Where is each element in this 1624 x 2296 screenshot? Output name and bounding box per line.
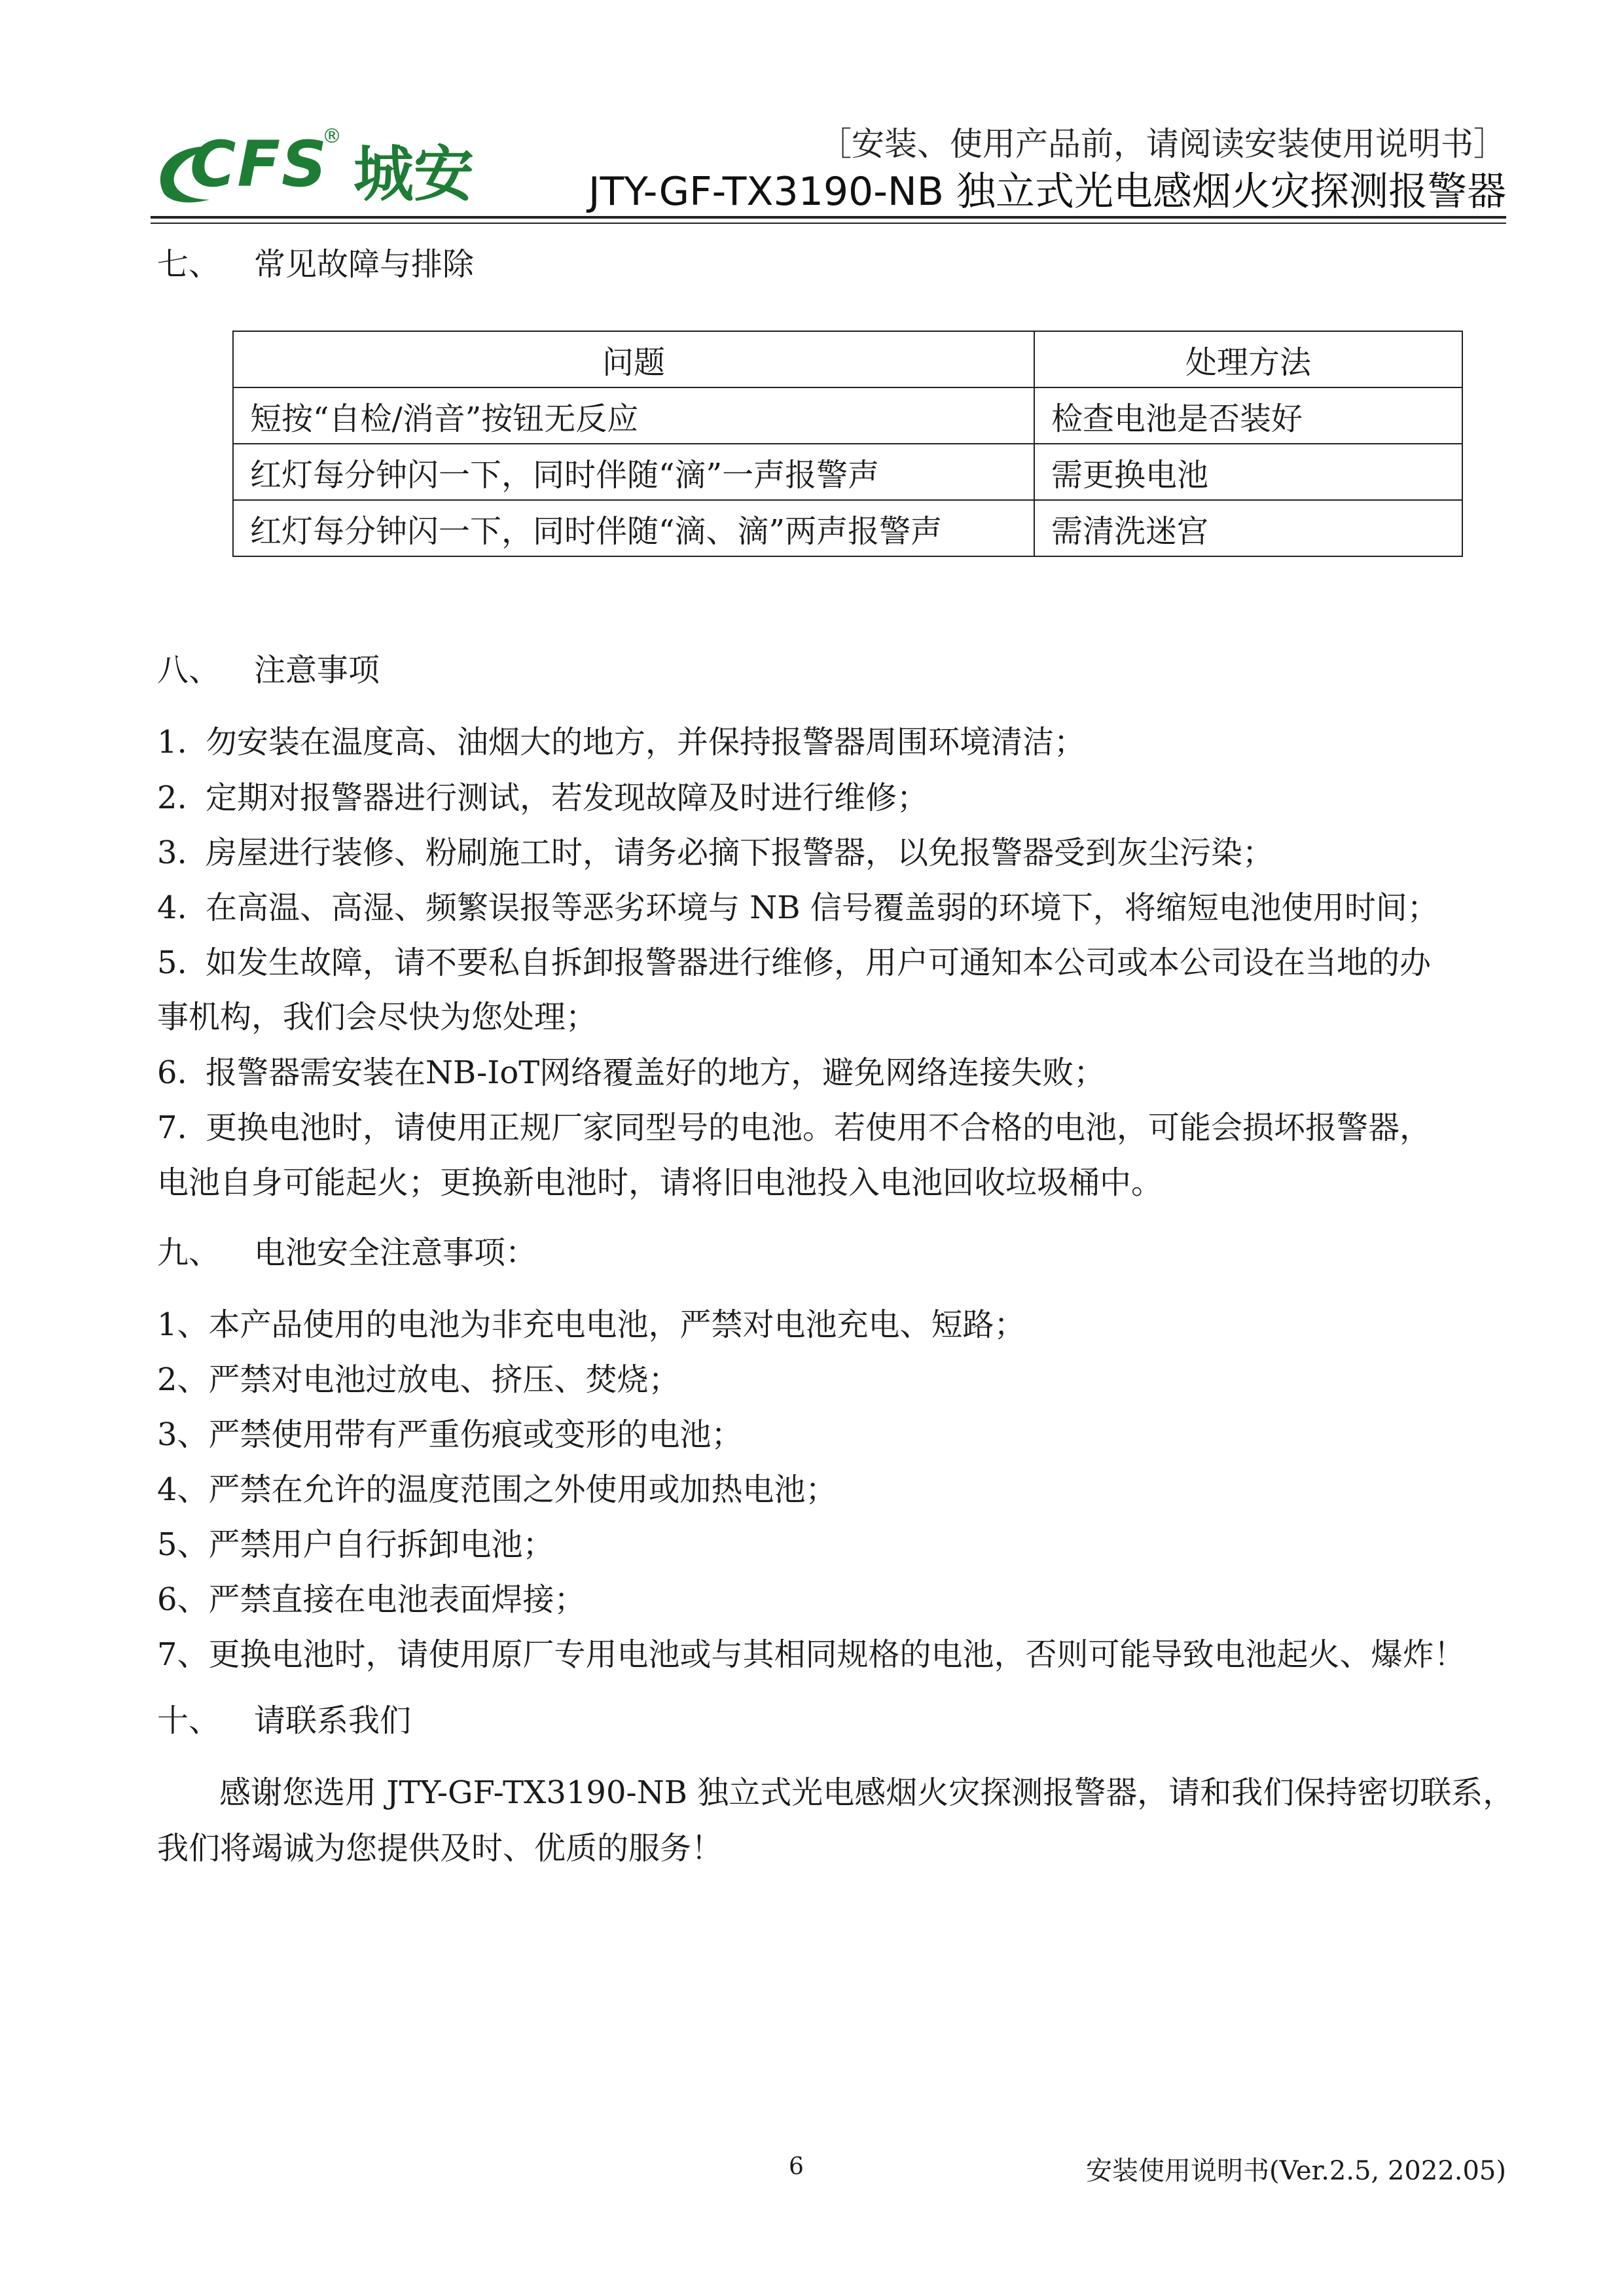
list-item: 2、严禁对电池过放电、挤压、焚烧； [157, 1361, 680, 1398]
section-10-heading [157, 1695, 411, 1740]
section-title: 电池安全注意事项： [254, 1234, 537, 1271]
list-item [157, 1047, 1105, 1092]
list-item [157, 717, 1085, 762]
logo-registered-mark: ® [322, 125, 342, 148]
table-cell: 短按“自检/消音”按钮无反应 [233, 387, 1034, 444]
document-version: 安装使用说明书(Ver.2.5, 2022.05) [1086, 2156, 1506, 2186]
list-item: 5、严禁用户自行拆卸电池； [157, 1526, 554, 1563]
list-item-text: 如发生故障，请不要私自拆卸报警器进行维修，用户可通知本公司或本公司设在当地的办 [206, 944, 1432, 981]
logo-brand-text: CFS [190, 128, 329, 201]
contact-paragraph-line: 我们将竭诚为您提供及时、优质的服务！ [157, 1830, 723, 1867]
list-item-number: 2. [157, 780, 187, 816]
table-row [233, 500, 1462, 556]
section-9-heading [157, 1227, 537, 1272]
section-number: 八、 [157, 652, 221, 689]
list-item: 1、本产品使用的电池为非充电电池，严禁对电池充电、短路； [157, 1306, 1026, 1343]
logo-chinese-text: 城安 [353, 139, 475, 209]
table-row [233, 444, 1462, 500]
list-item-text: 房屋进行装修、粉刷施工时，请务必摘下报警器，以免报警器受到灰尘污染； [206, 834, 1274, 871]
table-cell: 检查电池是否装好 [1034, 387, 1462, 444]
list-item-continuation: 事机构，我们会尽快为您处理； [157, 999, 598, 1035]
list-item-continuation: 电池自身可能起火；更换新电池时，请将旧电池投入电池回收垃圾桶中。 [157, 1164, 1163, 1201]
list-item-text: 定期对报警器进行测试，若发现故障及时进行维修； [206, 780, 929, 816]
table-cell: 红灯每分钟闪一下，同时伴随“滴”一声报警声 [233, 444, 1034, 500]
table-row [233, 387, 1462, 444]
list-item: 3、严禁使用带有严重伤痕或变形的电池； [157, 1416, 743, 1453]
fault-table [232, 331, 1463, 557]
list-item [157, 882, 1439, 927]
table-cell: 需更换电池 [1034, 444, 1462, 500]
list-item [157, 1102, 1431, 1147]
list-item-number: 4. [157, 889, 187, 926]
list-item-text: 报警器需安装在NB-IoT网络覆盖好的地方，避免网络连接失败； [206, 1054, 1106, 1091]
list-item: 6、严禁直接在电池表面焊接； [157, 1581, 586, 1618]
section-title: 注意事项 [254, 652, 380, 689]
header-rule-thin [151, 223, 1506, 224]
list-item-number: 3. [157, 834, 187, 871]
list-item [157, 772, 928, 817]
list-item-text: 在高温、高湿、频繁误报等恶劣环境与 NB 信号覆盖弱的环境下，将缩短电池使用时间； [206, 889, 1439, 926]
table-header-row [233, 331, 1462, 387]
section-number: 十、 [157, 1702, 221, 1739]
table-header-cell: 问题 [233, 331, 1034, 387]
company-logo [151, 121, 504, 209]
list-item-number: 1. [157, 724, 187, 761]
section-title: 常见故障与排除 [254, 246, 475, 283]
list-item-text: 更换电池时，请使用正规厂家同型号的电池。若使用不合格的电池，可能会损坏报警器， [206, 1109, 1432, 1146]
table-cell: 红灯每分钟闪一下，同时伴随“滴、滴”两声报警声 [233, 500, 1034, 556]
contact-paragraph-line: 感谢您选用 JTY-GF-TX3190-NB 独立式光电感烟火灾探测报警器，请和我们保持密切联系， [219, 1774, 1515, 1811]
list-item-number: 6. [157, 1054, 187, 1091]
section-number: 七、 [157, 246, 221, 283]
section-7-heading [157, 239, 474, 284]
section-8-heading [157, 645, 380, 690]
list-item-number: 7. [157, 1109, 187, 1146]
list-item: 4、严禁在允许的温度范围之外使用或加热电池； [157, 1471, 837, 1508]
list-item [157, 827, 1274, 872]
header-rule-thick [151, 216, 1506, 219]
section-number: 九、 [157, 1234, 221, 1271]
list-item [157, 937, 1431, 982]
table-header-cell: 处理方法 [1034, 331, 1462, 387]
page-number: 6 [789, 2153, 804, 2180]
list-item: 7、更换电池时，请使用原厂专用电池或与其相同规格的电池，否则可能导致电池起火、爆炸！ [157, 1636, 1466, 1673]
table-cell: 需清洗迷宫 [1034, 500, 1462, 556]
header-subtitle: ［安装、使用产品前，请阅读安装使用说明书］ [819, 125, 1506, 163]
list-item-text: 勿安装在温度高、油烟大的地方，并保持报警器周围环境清洁； [206, 724, 1086, 761]
list-item-number: 5. [157, 944, 187, 981]
section-title: 请联系我们 [254, 1702, 412, 1739]
header-title: JTY-GF-TX3190-NB 独立式光电感烟火灾探测报警器 [588, 169, 1506, 215]
